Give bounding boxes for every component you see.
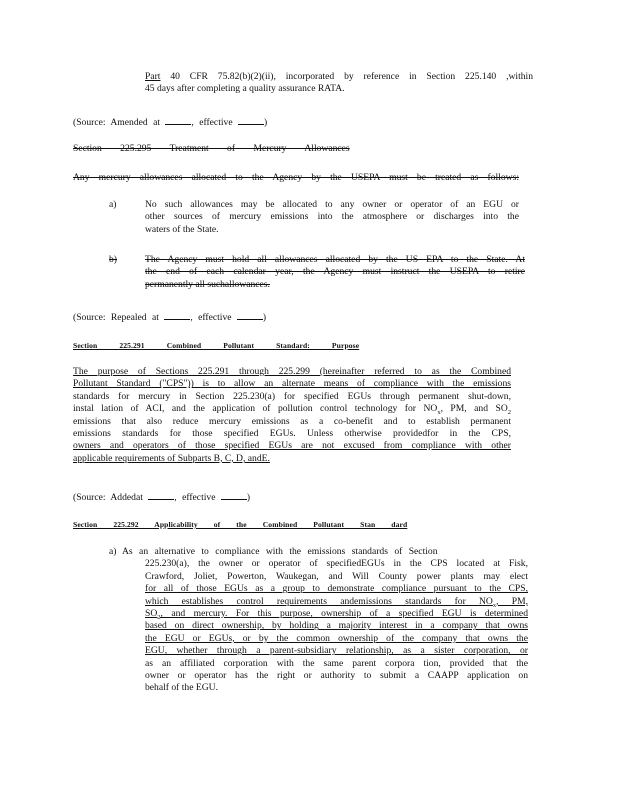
body-line (73, 453, 511, 465)
source-end: ) (262, 312, 267, 323)
line-text: For this purpose, ownership of a specified EGU is determined (227, 608, 528, 620)
line-text: which establishes control requirements andemissions standards for NO (145, 595, 493, 607)
subscript: 2 (507, 409, 511, 417)
part-ref: Part (145, 71, 161, 82)
source-prefix: (Source: Repealed at (73, 312, 159, 323)
item-line: The Agency must hold all allowances allocated by the US EPA to the State. At (145, 254, 525, 265)
item-line: the end of each calendar year, the Agency must instruct the USEPA to retire (145, 266, 525, 278)
body-line (73, 403, 511, 415)
line-text: , PM, and SO (440, 403, 508, 415)
continuation-paragraph (145, 71, 533, 96)
item-line: other sources of mercury emissions into the atmosphere or discharges into the (145, 211, 519, 223)
item-line: waters of the State. (145, 223, 219, 235)
body-lines-indented (122, 558, 528, 694)
section-291-body (73, 366, 511, 465)
section-292-body (122, 546, 528, 695)
body-line: the EGU or EGUs, or by the common ownership of the company that owns the (145, 632, 528, 644)
item-line: permanently all suchallowances. (145, 278, 270, 290)
body-line: for all of those EGUs as a group to demonstrate compliance pursuant to the CPS, (145, 583, 528, 595)
line-text: applicable requirements of Subparts B, C, D, andE. (73, 452, 270, 464)
body-line: emissions standards for those specified EGUs. Unless otherwise providedfor in the CPS, (73, 428, 511, 440)
source-prefix: (Source: Amended at (73, 117, 160, 128)
item-a-label: a) (109, 199, 117, 210)
body-line (73, 378, 511, 390)
item-b-text (145, 254, 525, 291)
body-line (145, 596, 528, 608)
section-291-heading: Section 225.291 Combined Pollutant Standard: Purpose (73, 341, 360, 350)
line-text: Pollutant Standard ("CPS")) is to allow an alternate means of compliance with the emissions (73, 378, 511, 390)
subscript: 2 (157, 613, 161, 621)
body-line: as an affiliated corporation with the same parent corpora tion, provided that the (145, 657, 528, 669)
line-text: instal lation of ACI, and the application of pollution control technology for NO (73, 403, 438, 415)
source-mid: , effective (191, 117, 233, 128)
body-line: based on direct ownership, by holding a majority interest in a company that owns (145, 620, 528, 632)
line-text: , and mercury. (160, 608, 228, 620)
item-a-text (145, 199, 519, 236)
source-mid: , effective (174, 492, 216, 503)
body-line: 225.230(a), the owner or operator of specifiedEGUs in the CPS located at Fisk, (145, 558, 528, 570)
source-mid: , effective (190, 312, 232, 323)
blank-line (237, 310, 263, 320)
body-line: As an alternative to compliance with the emissions standards of Section (122, 546, 438, 557)
blank-line (221, 490, 247, 500)
section-295-intro: Any mercury allowances allocated to the Agency by the USEPA must be treated as follows: (73, 172, 519, 183)
blank-line (148, 490, 174, 500)
body-line: The purpose of Sections 225.291 through 225.299 (hereinafter referred to as the Combined (73, 366, 511, 377)
blank-line (238, 115, 264, 125)
blank-line (164, 310, 190, 320)
blank-line (165, 115, 191, 125)
section-295-heading: Section 225.295 Treatment of Mercury Allowances (73, 143, 350, 154)
body-line (145, 608, 528, 620)
body-line: EGU, whether through a parent-subsidiary relationship, as a sister corporation, or (145, 645, 528, 657)
body-line: emissions that also reduce mercury emissions as a co-benefit and to establish permanent (73, 415, 511, 427)
body-line: standards for mercury in Section 225.230(a) for specified EGUs through permanent shut-down, (73, 390, 511, 402)
source-end: ) (246, 492, 251, 503)
item-b-label: b) (109, 254, 117, 265)
source-note-amended (73, 115, 267, 129)
paragraph-line (145, 71, 533, 83)
body-line: owners and operators of those specified EGUs are not excused from compliance with other (73, 440, 511, 452)
item-line: No such allowances may be allocated to any owner or operator of an EGU or (145, 199, 519, 210)
source-note-repealed (73, 310, 266, 324)
line-text: , PM, (496, 595, 529, 607)
section-292-heading: Section 225.292 Applicability of the Combined Pollutant Stan dard (73, 520, 408, 529)
source-end: ) (264, 117, 268, 128)
source-prefix: (Source: Addedat (73, 492, 143, 503)
subscript: x (437, 409, 441, 417)
source-note-added (73, 490, 250, 504)
body-line: behalf of the EGU. (145, 682, 218, 694)
line-text: SO (145, 608, 158, 620)
body-line: owner or operator has the right or authority to submit a CAAPP application on (145, 670, 528, 682)
subscript: x (492, 601, 497, 609)
item-a-label: a) (109, 546, 117, 557)
paragraph-line: 45 days after completing a quality assurance RATA. (145, 83, 345, 95)
line-text: 40 CFR 75.82(b)(2)(ii), incorporated by reference in Section 225.140 ,within (160, 71, 533, 82)
body-line: Crawford, Joliet, Powerton, Waukegan, and Will County power plants may elect (145, 570, 528, 582)
